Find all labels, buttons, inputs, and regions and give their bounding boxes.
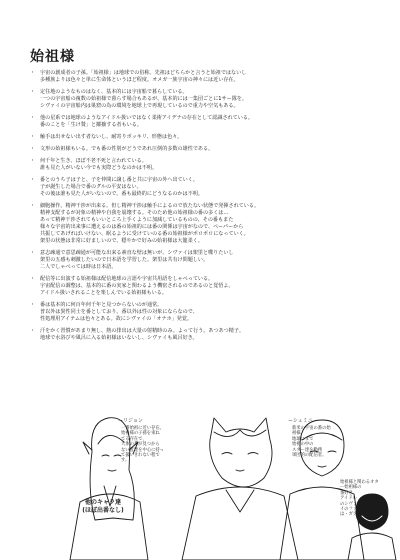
bullet-item: ・ 配信等に出演する始祖様は配信地球の言語や宇宙共用語をしゃべっている。 宇宙配信の調整は、基本的に番の実家と関わるよう機密されるのであるのと覚悟よ。 アイドル扱いされることを楽しんでいる始祖様もいる。	[30, 276, 375, 297]
character-illustration	[0, 392, 400, 560]
bullet-item: ・ 汗をかく習慣があまり無し、熱の排出は大量の射精時のみ。よって行う。あつあつ精子。 地球で水浴びや風呂に入る始祖様はいないし、シヴァイも風呂好き。	[30, 328, 375, 342]
bullet-item: ・ 番は基本的に何百年何千年と見つからないのが通常。 普以外は異性同士を番としており、番以外は性の対象にならなので、 性処理用アイテムは色々とある。故にシヴァイの「オナホ」発覚。	[30, 302, 375, 323]
bullet-item: ・ 番とのうち子は子と、子を仲間に譲し番と共に宇宙の外へ出ていく。 子が誕生した場合で番のグルの平安はない。 その後は誰も見た人がいないので、番も最終的にどうなるのかは不明。	[30, 177, 375, 198]
bullet-item: ・ 意志疎通で意思疎通が可能な出来る素直な壁は無いが、シヴァイは架里と喋りたいし 架里の五感も刺激したいので日本語を学習した。架里は共有け問題しい。 二人でしゃべっては時は日本語。	[30, 250, 375, 271]
left-character-name: ーリジョン	[118, 418, 143, 424]
bullet-item: ・ 文形の始祖様もいる。でも番の性別がどうであれ圧倒的多数の雄性である。	[30, 146, 375, 153]
right-character-note: 新米の宇宙の番の始 祖様。 地球にまで 始祖の中の スター達を勤務 軍団的の配信者。	[292, 426, 331, 459]
bullet-item: ・ 何千年と生き、ほぼ不老不死と言われている。 誰も見た人がいない今でも実際どうなのかは不明。	[30, 158, 375, 172]
bullet-item: ・ 触手は出せない出す者ないし、耐寄りボッキリ、形態は色々。	[30, 134, 375, 141]
left-character-note: 一番始祖に近い存在。 始祖様の子孫を束ね てる存在で、 大体の番が見つから ない者達を中心に持っ て扱いきれない程で す。	[121, 426, 164, 464]
right-character-name: ーシュミニ	[288, 418, 313, 424]
bullet-item: ・ 宇宙の創成者の子孫。「始祖様」は地球での俗称。先祖はどちらかと言うと始祖ではないし 多種族よりは色々と単に生命体というほど程度。オメガ一族宇宙の神々には近い存在。	[30, 70, 375, 84]
bullet-item: ・ 細胞操作。精神干渉が出来る。但し精神干渉は触手によるので放たない状態で発揮されている。 精神支配するが対象の精神や自我を崩壊する。そのため他の始祖様の番の多くは… あって精神干渉されてもいいところ上手くように加減しているものの、その番もまた 様々な宇宙的出来事に遭えるのは番の始祖的には番の関係は宇宙がなので、ペーパーから 共振してあげればいけない、眠るように受けていのる番の始祖様がポロポロになっていく。 架里の状態は非常に好ましいので、穏やかで好みの始祖様は大籠柔く。	[30, 203, 375, 245]
bullet-item: ・ 他の星系では地球のようなアイドル扱いではなく柔術アイデナの存在として認識されている。 番のことを「生け贄」と揶揄する者もいる。	[30, 115, 375, 129]
bullet-list	[30, 70, 375, 347]
illustration-caption: 他のキャラ達 (ほぼ出番なし)	[82, 499, 124, 514]
bullet-item: ・ 定住地のようなものはなく、基本的には宇宙船で暮らしている。 一つの宇宙船の複数の始祖様で暮らす場合もあるが、基本的には一集団ごとに1サー隊を。 シヴァイの宇宙船内は巣窟の為の環境を地球上で再現しているので重力や空気もある。	[30, 89, 375, 110]
center-character-figure	[182, 418, 298, 560]
far-right-character-note: 始祖様と関わるオタ ー始祖様の 番好き アイドル のシヴァ イのファン は・ガア	[340, 480, 379, 518]
page-title: 始祖様	[30, 49, 75, 65]
